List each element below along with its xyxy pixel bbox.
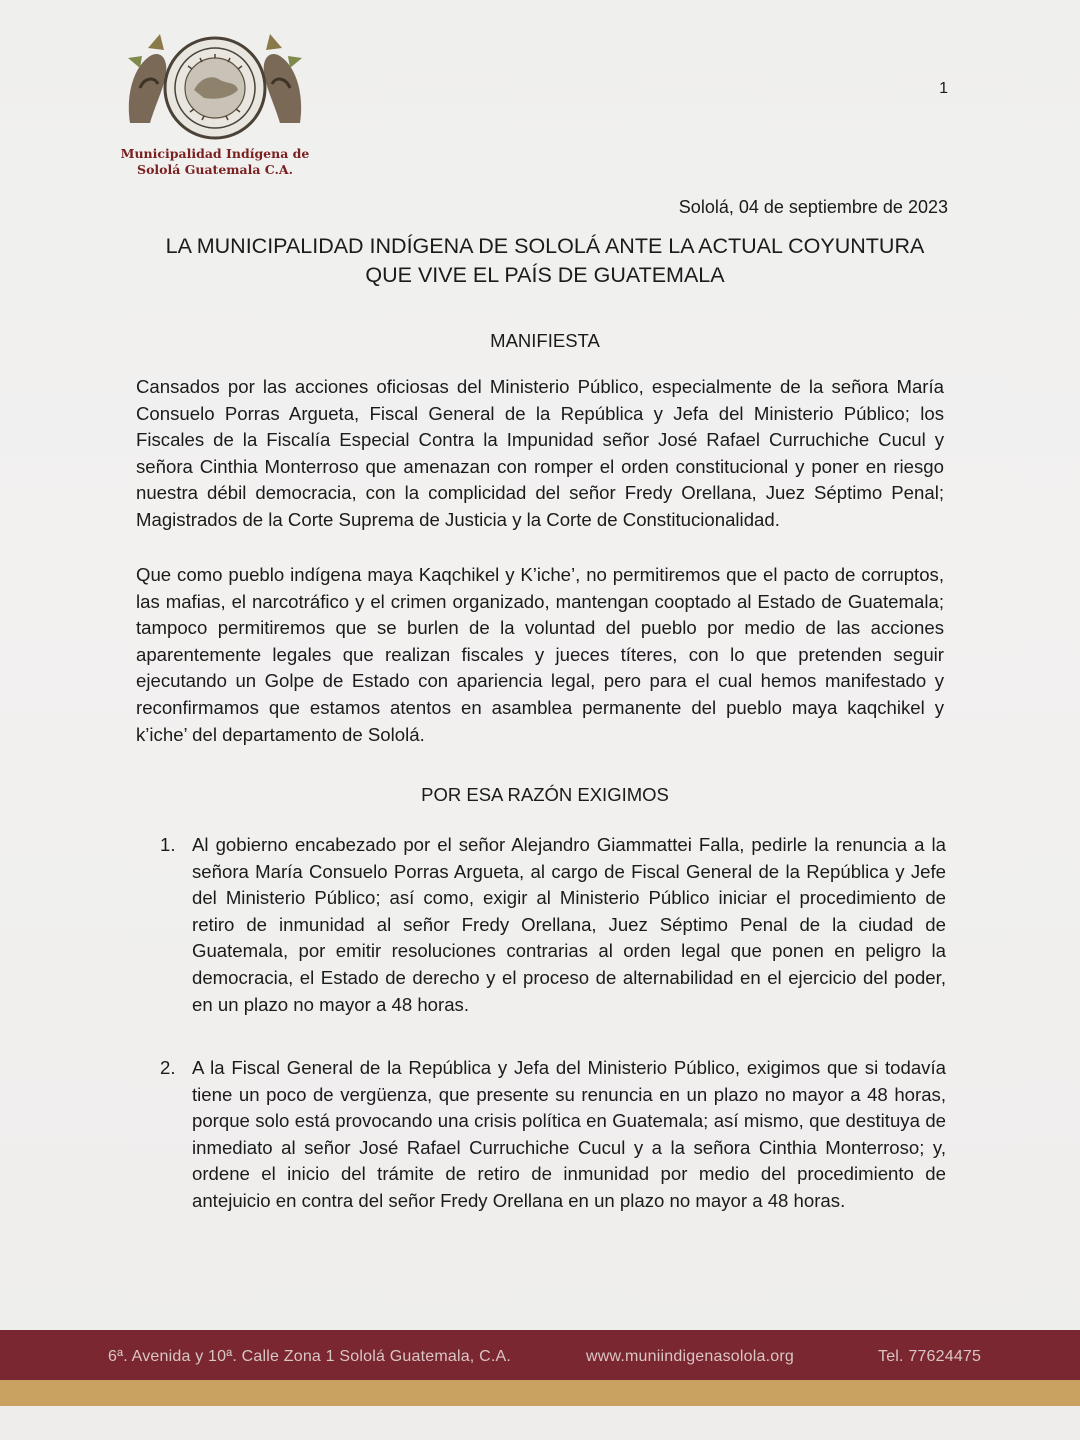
logo-caption-line2: Sololá Guatemala C.A. — [137, 162, 293, 177]
footer-website: www.muniindigenasolola.org — [586, 1348, 794, 1365]
municipality-logo — [120, 28, 310, 188]
page-number: 1 — [939, 80, 948, 97]
logo-caption-line1: Municipalidad Indígena de — [120, 146, 310, 161]
demand-item-2 — [160, 1055, 946, 1215]
demand-item-1 — [160, 832, 946, 1018]
footer-stripe — [0, 1380, 1080, 1406]
paragraph-pueblo-indigena: Que como pueblo indígena maya Kaqchikel y K’iche’, no permitiremos que el pacto de corruptos, las mafias, el narcotráfico y el crimen organizado, mantengan cooptado al Estado de Guatemala; tampoco permitiremos que se burlen de la voluntad del pueblo por medio de las acciones aparentemente legales que realizan fiscales y jueces títeres, con lo que pretenden seguir ejecutando un Golpe de Estado con apariencia legal, pero para el cual hemos manifestado y reconfirmamos que estamos atentos en asamblea permanente del pueblo maya kaqchikel y k’iche’ del departamento de Sololá. — [136, 564, 944, 745]
logo-emblem-icon — [120, 28, 310, 148]
footer-address: 6ª. Avenida y 10ª. Calle Zona 1 Sololá Guatemala, C.A. — [108, 1348, 512, 1365]
exigimos-heading: POR ESA RAZÓN EXIGIMOS — [421, 784, 669, 805]
document-date: Sololá, 04 de septiembre de 2023 — [678, 197, 948, 217]
manifiesta-heading: MANIFIESTA — [490, 330, 600, 351]
paragraph-cansados: Cansados por las acciones oficiosas del Ministerio Público, especialmente de la señora María Consuelo Porras Argueta, Fiscal General de la República y Jefa del Ministerio Público; los Fiscales de la Fiscalía Especial Contra la Impunidad señor José Rafael Curruchiche Cucul y señora Cinthia Monterroso que amenazan con romper el orden constitucional y poner en riesgo nuestra débil democracia, con la complicidad del señor Fredy Orellana, Juez Séptimo Penal; Magistrados de la Corte Suprema de Justicia y la Corte de Constitucionalidad. — [136, 376, 944, 530]
demand-text: Al gobierno encabezado por el señor Alejandro Giammattei Falla, pedirle la renuncia a la señora María Consuelo Porras Argueta, al cargo de Fiscal General de la República y Jefe del Ministerio Público; así como, exigir al Ministerio Público iniciar el procedimiento de retiro de inmunidad al señor Fredy Orellana, Juez Séptimo Penal de la ciudad de Guatemala, por emitir resoluciones contrarias al orden legal que ponen en peligro la democracia, el Estado de derecho y el proceso de alternabilidad en el ejercicio del poder, en un plazo no mayor a 48 horas. — [192, 834, 946, 1015]
demand-number: 2. — [160, 1057, 176, 1078]
footer-phone: Tel. 77624475 — [878, 1348, 982, 1365]
demand-text: A la Fiscal General de la República y Jefa del Ministerio Público, exigimos que si todavía tiene un poco de vergüenza, que presente su renuncia en un plazo no mayor a 48 horas, porque solo está provocando una crisis política en Guatemala; así mismo, que destituya de inmediato al señor José Rafael Curruchiche Cucul y a la señora Cinthia Monterroso; y, ordene el inicio del trámite de retiro de inmunidad por medio del procedimiento de antejuicio en contra del señor Fredy Orellana en un plazo no mayor a 48 horas. — [192, 1057, 946, 1211]
document-title: LA MUNICIPALIDAD INDÍGENA DE SOLOLÁ ANTE LA ACTUAL COYUNTURA QUE VIVE EL PAÍS DE GUATEMALA — [165, 234, 925, 287]
demand-number: 1. — [160, 834, 176, 855]
logo-caption — [120, 146, 310, 178]
